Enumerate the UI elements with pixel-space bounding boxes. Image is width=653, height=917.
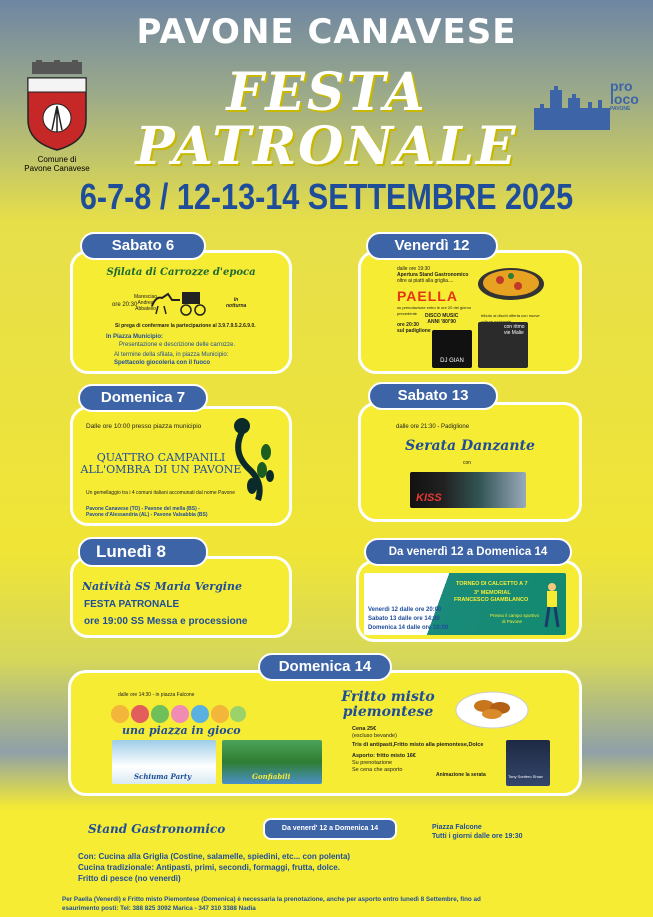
crest-label-line2: Pavone Canavese [24,164,90,173]
torneo-t1: TORNEO DI CALCETTO A 7 [456,581,528,587]
stand-title: Stand Gastronomico [88,822,226,836]
fritto-c3: Tris di antipasti,Fritto misto alla piemontese,Dolce [352,742,484,748]
sabato13-pill: Sabato 13 [368,382,498,410]
domenica7-pill: Domenica 7 [78,384,208,412]
sabato6-line1: In Piazza Municipio: [106,334,164,340]
torneo-t2: 3° MEMORIAL [474,590,511,596]
venerdi12-t6: sul padiglione [397,328,431,334]
castle-icon [532,78,612,133]
torneo-s2: Sabato 13 dalle ore 14:30 [368,616,440,622]
torneo-t4: Presso il campo sportivo [490,613,540,618]
sabato6-line4: Spettacolo giocoleria con il fuoco [114,360,211,366]
stand-place: Piazza Falcone [432,824,482,831]
fritto-title-1: Fritto misto [341,689,435,705]
kiss-band-label: KISS [416,492,442,504]
stand-l5: esaurimento posti: Tel: 388 825 3092 Marica - 347 310 3388 Nadia [62,905,256,912]
sabato6-title: Sfilata di Carrozze d'epoca [106,267,256,278]
venerdi12-t1: dalle ore 19:30 [397,266,431,272]
sabato13-with: con [463,460,472,466]
venerdi12-t7: tributo ai dischi offerta con nuove [481,313,540,318]
domenica7-title1: QUATTRO CAMPANILI [96,451,226,464]
proloco-text-1: pro [610,78,633,94]
carriage-icon [150,286,210,316]
stand-range-pill: Da venerd' 12 a Domenica 14 [263,818,397,840]
lunedi8-title: Natività SS Maria Vergine [82,580,242,593]
sabato6-place-left-3: Abbatello [135,306,156,312]
sabato6-place-right [226,297,246,309]
town-title: PAVONE CANAVESE [136,12,517,52]
torneo-s1: Venerdì 12 dalle ore 20:00 [368,607,442,613]
sabato6-place-right-2: notturna [226,303,247,309]
schiuma-label: Schiuma Party [134,772,192,781]
torneo-s3: Domenica 14 dalle ore 10:00 [368,625,449,631]
domenica14-pill: Domenica 14 [258,653,392,681]
fritto-title-2: piemontese [342,704,434,720]
torneo-t3: FRANCESCO GIAMBLANCO [454,597,529,603]
domenica7-towns2: Pavone d'Alessandria (AL) - Pavone Valsabbia (BS) [86,512,208,518]
proloco-text-3: PAVONE [610,106,631,112]
crest-label [12,155,102,173]
disco-line2: ANNI '80/'90 [427,319,456,325]
stand-l4: Per Paella (Venerdì) e Fritto misto Piemontese (Domenica) è necessaria la prenotazione, anche per asporto entro lunedì 8 Settembre, fino ad [62,896,481,903]
town-crest-logo [22,60,92,152]
stand-l3: Fritto di pesce (no venerdì) [78,874,181,883]
fritto-c1: Cena 25€ [352,726,377,732]
disco-text [425,313,458,325]
sabato6-note: Si prega di confermare la partecipazione al 3.9.7.9.5.2.6.9.0. [115,323,256,329]
sabato13-title: Serata Danzante [405,438,535,454]
venerdi12-t3: oltre ai piatti alla griglia.... [397,278,454,284]
sabato6-place-left-1: Maresciao [134,294,158,300]
venerdi12-t8: con ritmo [504,324,525,330]
lunedi8-pill: Lunedì 8 [78,537,208,567]
gonfiabili-photo [222,740,322,784]
fritto-c5: Su prenotazione [352,760,393,766]
fritto-c6: Se cena che asporto [352,767,403,773]
peacock-icon [228,412,276,502]
stand-l1: Con: Cucina alla Griglia (Costine, salamelle, spiedini, etc... con polenta) [78,852,351,861]
dj-gian-photo [432,330,472,368]
kids-icon [108,700,248,726]
gonfiabili-label: Gonfiabili [252,772,291,781]
tony-show-label: Tony Sonfero Show [508,774,543,779]
patronale-title: PATRONALE [135,116,518,177]
domenica7-towns1: Pavone Canavese (TO) - Pavone del mella (BS) - [86,506,200,512]
schiuma-photo [112,740,216,784]
anim-text: Animazione la serata [436,772,486,778]
stand-l2: Cucina tradizionale: Antipasti, primi, secondi, formaggi, frutta, dolce. [78,863,340,872]
kiss-band-photo [410,472,526,508]
domenica7-title [80,452,242,476]
festa-title: FESTA [226,62,427,123]
soccer-player-icon [542,581,562,631]
dj-photo-2 [478,322,528,368]
venerdi12-pill: Venerdì 12 [366,232,498,260]
event-dates: 6-7-8 / 12-13-14 SETTEMBRE 2025 [79,176,574,217]
lunedi8-l2: ore 19:00 SS Messa e processione [84,616,248,627]
paella-title: PAELLA [397,288,458,304]
torneo-t5: di Pavone [502,619,523,624]
venerdi12-t4: su prenotazione entro le ore 20 del giorno precedente [397,305,472,316]
gioco-title: una piazza in gioco [122,724,241,737]
lunedi8-l1: FESTA PATRONALE [84,599,180,610]
crest-label-line1: Comune di [37,155,77,164]
domenica14-t1: dalle ore 14:30 - in piazza Falcone [118,692,195,698]
proloco-logo [532,78,642,133]
sabato6-time: ore 20:30 [112,302,138,308]
sabato6-line2: Presentazione e descrizione delle carrozze. [119,342,236,348]
fritto-details [352,726,483,774]
dj-gian-label: DJ GIAN [440,358,464,364]
proloco-text-2: loco [610,91,639,107]
torneo-schedule [368,606,448,633]
tony-show-photo [506,740,550,786]
sabato6-pill: Sabato 6 [80,232,206,260]
sabato13-time: dalle ore 21:30 - Padiglione [396,424,470,430]
venerdi12-t2: Apertura Stand Gastronomico [397,272,469,278]
sabato6-place-right-1: In [233,297,239,303]
domenica7-title2: ALL'OMBRA DI UN PAVONE [80,463,242,476]
fritto-plate-icon [454,684,530,730]
disco-line1: DISCO MUSIC [425,313,459,319]
fritto-c4: Asporto: fritto misto 16€ [352,753,416,759]
domenica7-twin: Un gemellaggio tra i 4 comuni italiani accomunati dal nome Pavone [86,490,235,496]
paella-icon [476,264,546,302]
fritto-title [336,690,440,720]
domenica7-time: Dalle ore 10:00 presso piazza municipio [86,423,202,430]
stand-hours: Tutti i giorni dalle ore 19:30 [432,833,523,840]
sabato6-place-left-2: Andrea [137,300,154,306]
venerdi12-t5: ore 20:30 [397,322,419,328]
fritto-c2: (escluso bevande) [352,733,397,739]
torneo-pill: Da venerdì 12 a Domenica 14 [364,538,572,566]
sabato6-line3: Al termine della sfilata, in piazza Municipio: [114,352,229,358]
venerdi12-t9: vie Malie [504,330,524,336]
